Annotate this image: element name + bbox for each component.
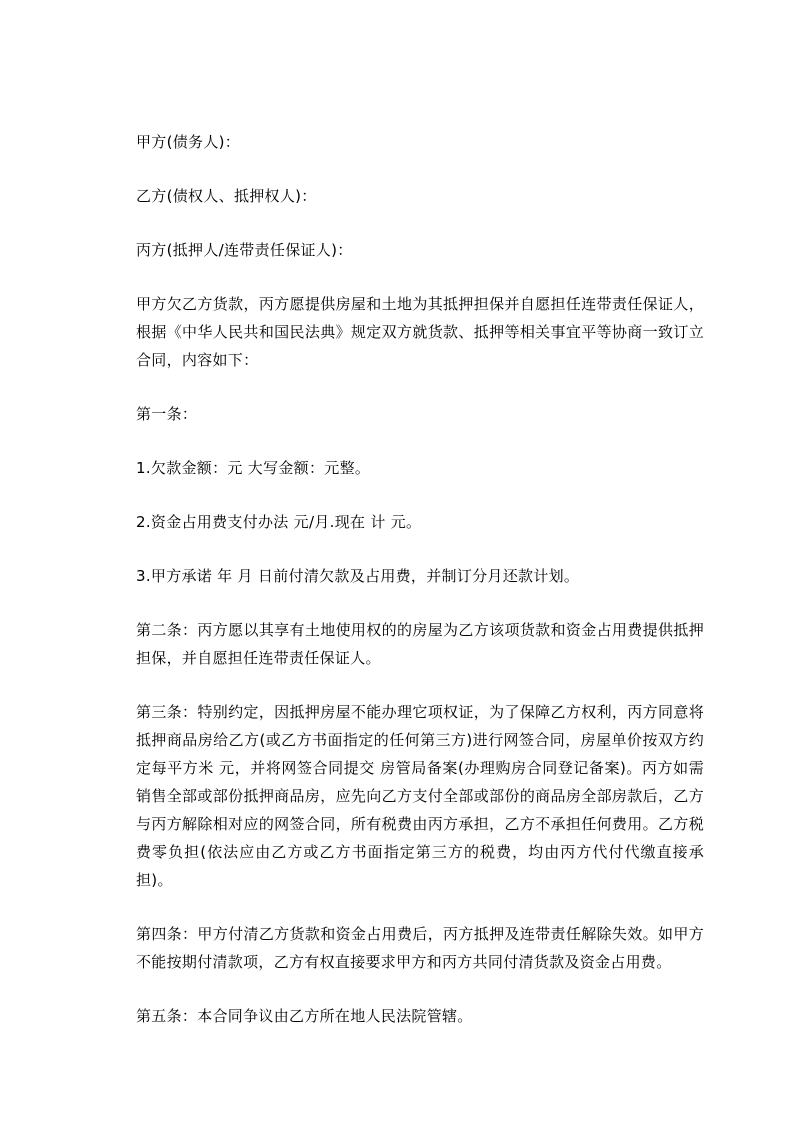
article-5-paragraph: 第五条：本合同争议由乙方所在地人民法院管辖。 (136, 1007, 473, 1025)
intro-paragraph: 甲方欠乙方货款，丙方愿提供房屋和土地为其抵押担保并自愿担任连带责任保证人，根据《中华人民共和国民法典》规定双方就货款、抵押等相关事宜平等协商一致订立合同，内容如下： (136, 295, 704, 369)
article-3-paragraph: 第三条：特别约定，因抵押房屋不能办理它项权证，为了保障乙方权利，丙方同意将抵押商品房给乙方(或乙方书面指定的任何第三方)进行网签合同，房屋单价按双方约定每平方米 元，并将网签合同提交 房管局备案(办理购房合同登记备案)。丙方如需销售全部或部份抵押商品房，应先向乙方支付全部或部份的商品房全部房款后，乙方与丙方解除相对应的网签合同，所有税费由丙方承担，乙方不承担任何费用。乙方税费零负担(依法应由乙方或乙方书面指定第三方的税费，均由丙方代付代缴直接承担)。 (136, 703, 704, 889)
article-1-item-2: 2.资金占用费支付办法 元/月.现在 计 元。 (136, 513, 422, 531)
article-4-paragraph: 第四条：甲方付清乙方货款和资金占用费后，丙方抵押及连带责任解除失效。如甲方不能按期付清款项，乙方有权直接要求甲方和丙方共同付清货款及资金占用费。 (136, 925, 704, 971)
party-c-line: 丙方(抵押人/连带责任保证人)： (136, 241, 353, 259)
article-1-item-1: 1.欠款金额：元 大写金额：元整。 (136, 459, 371, 477)
party-a-line: 甲方(债务人)： (136, 133, 241, 151)
article-1-item-3: 3.甲方承诺 年 月 日前付清欠款及占用费，并制订分月还款计划。 (136, 567, 580, 585)
article-2-paragraph: 第二条：丙方愿以其享有土地使用权的的房屋为乙方该项货款和资金占用费提供抵押担保，并自愿担任连带责任保证人。 (136, 621, 704, 667)
article-1-title: 第一条： (136, 405, 198, 423)
contract-body (136, 128, 704, 1030)
party-b-line: 乙方(债权人、抵押权人)： (136, 187, 317, 205)
